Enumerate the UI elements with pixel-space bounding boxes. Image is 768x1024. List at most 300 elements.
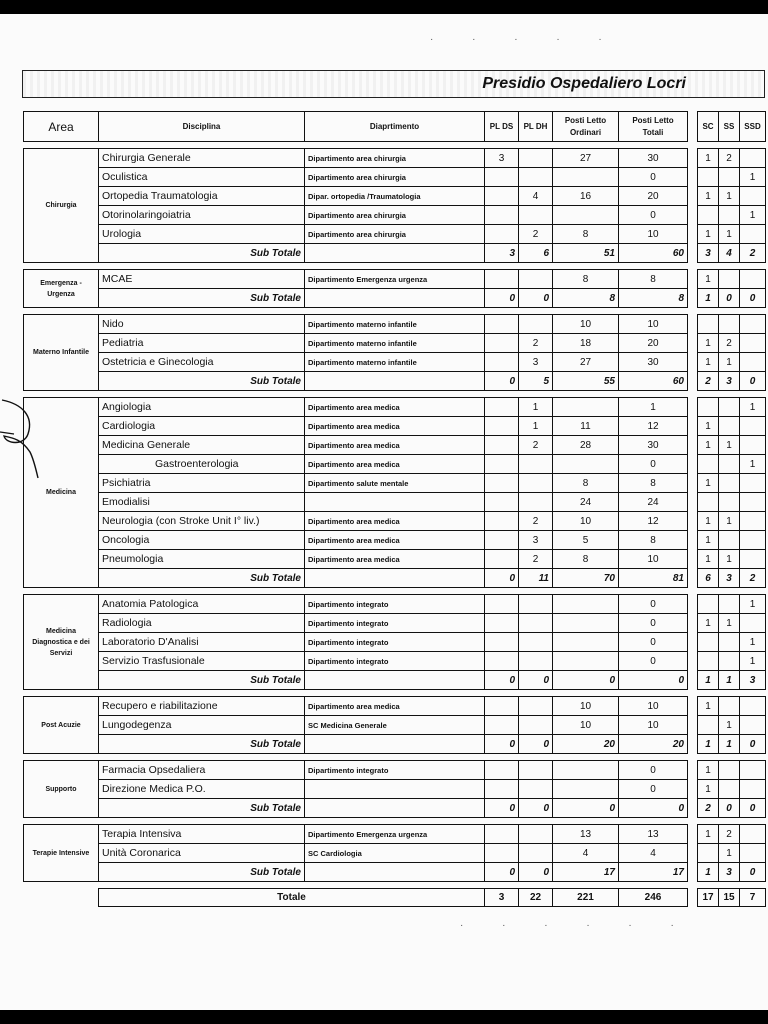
pl-dh-cell: 4 [519, 187, 553, 206]
pl-ds-cell [485, 512, 519, 531]
ss-cell [719, 455, 740, 474]
sc-cell [698, 315, 719, 334]
table-row [24, 270, 688, 289]
ss-cell: 1 [719, 550, 740, 569]
disciplina-cell: Pneumologia [99, 550, 305, 569]
posti-totali-cell: 12 [619, 417, 688, 436]
ssd-cell [740, 149, 766, 168]
posti-ordinari-cell: 8 [553, 550, 619, 569]
empty-cell [305, 289, 485, 308]
table-row [24, 315, 688, 334]
table-row [24, 716, 688, 735]
sc-cell: 1 [698, 512, 719, 531]
pl-dh-cell [519, 206, 553, 225]
table-row [698, 417, 766, 436]
ss-cell: 2 [719, 149, 740, 168]
ss-cell: 2 [719, 825, 740, 844]
sc-cell: 1 [698, 550, 719, 569]
area-cell: Terapie Intensive [24, 825, 99, 882]
table-row [698, 761, 766, 780]
ss-cell [719, 780, 740, 799]
total-ssd: 7 [740, 889, 766, 907]
posti-ordinari-cell: 16 [553, 187, 619, 206]
subtotal-sc: 1 [698, 863, 719, 882]
posti-ordinari-cell: 24 [553, 493, 619, 512]
posti-totali-cell: 0 [619, 761, 688, 780]
section-gap [698, 690, 766, 697]
ss-cell [719, 270, 740, 289]
ss-cell: 1 [719, 716, 740, 735]
ss-cell [719, 398, 740, 417]
posti-ordinari-cell: 8 [553, 474, 619, 493]
pl-ds-cell [485, 614, 519, 633]
table-row [24, 550, 688, 569]
section-gap-row [698, 882, 766, 889]
sc-cell: 1 [698, 474, 719, 493]
pl-dh-cell [519, 474, 553, 493]
posti-totali-cell: 0 [619, 595, 688, 614]
posti-totali-cell: 8 [619, 474, 688, 493]
ssd-cell: 1 [740, 168, 766, 187]
table-row [24, 417, 688, 436]
subtotal-totali: 0 [619, 799, 688, 818]
empty-cell [305, 569, 485, 588]
disciplina-cell: Angiologia [99, 398, 305, 417]
sc-cell [698, 595, 719, 614]
subtotal-ssd: 0 [740, 799, 766, 818]
sc-cell: 1 [698, 270, 719, 289]
posti-totali-cell: 0 [619, 780, 688, 799]
subtotal-sc: 3 [698, 244, 719, 263]
posti-totali-cell: 8 [619, 270, 688, 289]
dipartimento-cell: Dipartimento area medica [305, 512, 485, 531]
disciplina-cell: Chirurgia Generale [99, 149, 305, 168]
dipartimento-cell: Dipartimento materno infantile [305, 353, 485, 372]
table-row [698, 512, 766, 531]
structures-header-row [698, 112, 766, 142]
area-cell: Medicina [24, 398, 99, 588]
ss-cell [719, 761, 740, 780]
dipartimento-cell: Dipartimento area chirurgia [305, 149, 485, 168]
pl-ds-cell [485, 398, 519, 417]
table-row [698, 353, 766, 372]
pl-ds-cell [485, 550, 519, 569]
ssd-cell [740, 353, 766, 372]
totale-label: Totale [99, 889, 485, 907]
subtotal-sc: 1 [698, 289, 719, 308]
posti-ordinari-cell [553, 595, 619, 614]
subtotal-label: Sub Totale [99, 863, 305, 882]
ss-cell: 1 [719, 353, 740, 372]
disciplina-cell: Neurologia (con Stroke Unit I° liv.) [99, 512, 305, 531]
posti-ordinari-cell: 10 [553, 697, 619, 716]
subtotal-sc: 2 [698, 799, 719, 818]
posti-totali-cell: 0 [619, 168, 688, 187]
section-gap-row [698, 588, 766, 595]
ss-cell: 1 [719, 436, 740, 455]
subtotal-ss: 3 [719, 569, 740, 588]
subtotal-row [698, 671, 766, 690]
posti-ordinari-cell [553, 206, 619, 225]
sc-cell [698, 493, 719, 512]
pl-dh-cell: 2 [519, 550, 553, 569]
subtotal-totali: 81 [619, 569, 688, 588]
subtotal-ordinari: 70 [553, 569, 619, 588]
subtotal-label: Sub Totale [99, 671, 305, 690]
posti-ordinari-cell: 13 [553, 825, 619, 844]
pl-dh-cell: 2 [519, 334, 553, 353]
subtotal-totali: 60 [619, 244, 688, 263]
subtotal-label: Sub Totale [99, 244, 305, 263]
dipartimento-cell: Dipartimento materno infantile [305, 315, 485, 334]
disciplina-cell: Pediatria [99, 334, 305, 353]
header-row [24, 112, 688, 142]
ssd-cell [740, 493, 766, 512]
area-cell: Post Acuzie [24, 697, 99, 754]
pl-ds-cell [485, 225, 519, 244]
subtotal-ordinari: 0 [553, 671, 619, 690]
ssd-cell: 1 [740, 652, 766, 671]
subtotal-ssd: 0 [740, 735, 766, 754]
subtotal-pl-dh: 6 [519, 244, 553, 263]
ss-cell [719, 417, 740, 436]
table-row [698, 474, 766, 493]
dipartimento-cell: Dipartimento Emergenza urgenza [305, 270, 485, 289]
disciplina-cell: Laboratorio D'Analisi [99, 633, 305, 652]
ss-cell: 1 [719, 614, 740, 633]
dipartimento-cell: SC Cardiologia [305, 844, 485, 863]
pl-dh-cell [519, 614, 553, 633]
section-gap-row [698, 690, 766, 697]
pl-ds-cell [485, 353, 519, 372]
table-row [698, 652, 766, 671]
ss-cell [719, 493, 740, 512]
section-gap-row [24, 588, 688, 595]
pl-dh-cell [519, 844, 553, 863]
subtotal-pl-ds: 0 [485, 735, 519, 754]
pl-dh-cell: 2 [519, 436, 553, 455]
ss-cell: 1 [719, 844, 740, 863]
subtotal-pl-dh: 0 [519, 289, 553, 308]
header-ss: SS [719, 112, 740, 142]
posti-totali-cell: 30 [619, 353, 688, 372]
disciplina-cell: Medicina Generale [99, 436, 305, 455]
subtotal-label: Sub Totale [99, 569, 305, 588]
dipartimento-cell: Dipartimento area medica [305, 550, 485, 569]
ssd-cell [740, 225, 766, 244]
pl-ds-cell [485, 436, 519, 455]
header-pl-ds: PL DS [485, 112, 519, 142]
subtotal-row [698, 244, 766, 263]
table-row [698, 398, 766, 417]
empty-cell [305, 863, 485, 882]
posti-ordinari-cell: 11 [553, 417, 619, 436]
disciplina-cell: Unità Coronarica [99, 844, 305, 863]
empty-cell [24, 889, 99, 907]
table-row [698, 206, 766, 225]
section-gap-row [698, 142, 766, 149]
sc-cell: 1 [698, 780, 719, 799]
ss-cell [719, 315, 740, 334]
sc-cell [698, 398, 719, 417]
pl-ds-cell [485, 761, 519, 780]
pl-ds-cell [485, 187, 519, 206]
posti-totali-cell: 10 [619, 550, 688, 569]
sc-cell: 1 [698, 353, 719, 372]
table-row [698, 595, 766, 614]
dipartimento-cell: Dipartimento integrato [305, 614, 485, 633]
subtotal-label: Sub Totale [99, 289, 305, 308]
header-ssd: SSD [740, 112, 766, 142]
scan-noise-bottom: · · · · · · [460, 920, 692, 931]
pl-ds-cell [485, 780, 519, 799]
ss-cell [719, 595, 740, 614]
section-gap [698, 391, 766, 398]
ssd-cell [740, 474, 766, 493]
header-sc: SC [698, 112, 719, 142]
posti-totali-cell: 1 [619, 398, 688, 417]
posti-totali-cell: 10 [619, 315, 688, 334]
subtotal-sc: 2 [698, 372, 719, 391]
ssd-cell [740, 550, 766, 569]
subtotal-ssd: 0 [740, 372, 766, 391]
disciplina-cell: Farmacia Opsedaliera [99, 761, 305, 780]
table-row [698, 149, 766, 168]
disciplina-cell: Anatomia Patologica [99, 595, 305, 614]
subtotal-pl-dh: 5 [519, 372, 553, 391]
pl-dh-cell [519, 633, 553, 652]
dipartimento-cell: Dipartimento area medica [305, 697, 485, 716]
pl-dh-cell [519, 315, 553, 334]
subtotal-ssd: 2 [740, 569, 766, 588]
table-row [698, 225, 766, 244]
pl-dh-cell [519, 168, 553, 187]
ssd-cell [740, 844, 766, 863]
table-row [24, 206, 688, 225]
ss-cell [719, 697, 740, 716]
dipartimento-cell: Dipartimento materno infantile [305, 334, 485, 353]
table-row [24, 595, 688, 614]
pl-dh-cell: 2 [519, 225, 553, 244]
subtotal-label: Sub Totale [99, 799, 305, 818]
subtotal-pl-dh: 11 [519, 569, 553, 588]
posti-totali-cell: 20 [619, 187, 688, 206]
posti-totali-cell: 0 [619, 206, 688, 225]
ssd-cell [740, 436, 766, 455]
dipartimento-cell: Dipartimento integrato [305, 761, 485, 780]
sc-cell: 1 [698, 531, 719, 550]
subtotal-pl-ds: 0 [485, 799, 519, 818]
disciplina-cell: Oculistica [99, 168, 305, 187]
table-row [24, 474, 688, 493]
section-gap [24, 818, 688, 825]
posti-totali-cell: 10 [619, 716, 688, 735]
posti-ordinari-cell: 10 [553, 716, 619, 735]
area-cell: Medicina Diagnostica e dei Servizi [24, 595, 99, 690]
dipartimento-cell: Dipartimento area chirurgia [305, 206, 485, 225]
subtotal-pl-dh: 0 [519, 671, 553, 690]
total-ss: 15 [719, 889, 740, 907]
section-gap [24, 690, 688, 697]
ssd-cell [740, 825, 766, 844]
disciplina-cell: Cardiologia [99, 417, 305, 436]
ssd-cell: 1 [740, 595, 766, 614]
subtotal-row [24, 289, 688, 308]
posti-ordinari-cell [553, 780, 619, 799]
pl-ds-cell [485, 652, 519, 671]
subtotal-row [698, 289, 766, 308]
posti-totali-cell: 0 [619, 652, 688, 671]
pl-ds-cell [485, 270, 519, 289]
header-area: Area [24, 112, 99, 142]
dipartimento-cell: Dipartimento integrato [305, 652, 485, 671]
pl-ds-cell [485, 697, 519, 716]
subtotal-totali: 60 [619, 372, 688, 391]
disciplina-cell: Psichiatria [99, 474, 305, 493]
table-row [698, 436, 766, 455]
subtotal-pl-dh: 0 [519, 735, 553, 754]
disciplina-cell: Terapia Intensiva [99, 825, 305, 844]
total-totali: 246 [619, 889, 688, 907]
subtotal-ssd: 2 [740, 244, 766, 263]
pl-dh-cell [519, 652, 553, 671]
table-row [698, 844, 766, 863]
pl-ds-cell [485, 844, 519, 863]
table-row [24, 455, 688, 474]
section-gap [24, 754, 688, 761]
pl-dh-cell [519, 270, 553, 289]
empty-cell [305, 799, 485, 818]
subtotal-row [24, 244, 688, 263]
posti-ordinari-cell [553, 761, 619, 780]
dipartimento-cell: Dipartimento area chirurgia [305, 168, 485, 187]
subtotal-row [24, 671, 688, 690]
ssd-cell: 1 [740, 206, 766, 225]
table-row [698, 168, 766, 187]
posti-totali-cell: 0 [619, 633, 688, 652]
ssd-cell [740, 512, 766, 531]
ssd-cell [740, 697, 766, 716]
subtotal-row [24, 799, 688, 818]
subtotal-ss: 0 [719, 799, 740, 818]
posti-ordinari-cell: 4 [553, 844, 619, 863]
dipartimento-cell [305, 780, 485, 799]
posti-ordinari-cell [553, 455, 619, 474]
sc-cell [698, 206, 719, 225]
posti-totali-cell: 20 [619, 334, 688, 353]
ss-cell [719, 168, 740, 187]
subtotal-row [698, 863, 766, 882]
subtotal-row [24, 863, 688, 882]
pl-dh-cell [519, 595, 553, 614]
pl-dh-cell [519, 493, 553, 512]
posti-totali-cell: 24 [619, 493, 688, 512]
sc-cell: 1 [698, 825, 719, 844]
table-row [698, 334, 766, 353]
pl-ds-cell [485, 206, 519, 225]
dipartimento-cell: Dipartimento Emergenza urgenza [305, 825, 485, 844]
ss-cell: 2 [719, 334, 740, 353]
sc-cell: 1 [698, 436, 719, 455]
table-row [698, 270, 766, 289]
pl-ds-cell [485, 531, 519, 550]
header-pl-dh: PL DH [519, 112, 553, 142]
section-gap-row [24, 142, 688, 149]
section-gap [698, 263, 766, 270]
sc-cell [698, 844, 719, 863]
subtotal-row [698, 372, 766, 391]
table-row [698, 493, 766, 512]
posti-totali-cell: 12 [619, 512, 688, 531]
subtotal-totali: 8 [619, 289, 688, 308]
section-gap [698, 588, 766, 595]
pl-ds-cell: 3 [485, 149, 519, 168]
table-row [698, 633, 766, 652]
sc-cell: 1 [698, 225, 719, 244]
section-gap-row [698, 391, 766, 398]
table-row [24, 493, 688, 512]
empty-cell [305, 244, 485, 263]
dipartimento-cell: Dipartimento area medica [305, 417, 485, 436]
posti-ordinari-cell [553, 168, 619, 187]
sc-cell: 1 [698, 697, 719, 716]
table-row [24, 187, 688, 206]
section-gap [698, 882, 766, 889]
posti-totali-cell: 10 [619, 225, 688, 244]
subtotal-totali: 0 [619, 671, 688, 690]
section-gap-row [24, 690, 688, 697]
pl-ds-cell [485, 417, 519, 436]
subtotal-label: Sub Totale [99, 735, 305, 754]
ss-cell [719, 633, 740, 652]
dipartimento-cell: Dipartimento area medica [305, 455, 485, 474]
section-gap [24, 263, 688, 270]
table-row [24, 334, 688, 353]
table-row [24, 398, 688, 417]
disciplina-cell: Lungodegenza [99, 716, 305, 735]
posti-ordinari-cell: 8 [553, 225, 619, 244]
dipartimento-cell [305, 493, 485, 512]
sc-cell: 1 [698, 614, 719, 633]
ssd-cell [740, 187, 766, 206]
section-gap-row [698, 754, 766, 761]
table-row [698, 187, 766, 206]
subtotal-label: Sub Totale [99, 372, 305, 391]
pl-dh-cell: 1 [519, 417, 553, 436]
sc-cell [698, 455, 719, 474]
pl-dh-cell [519, 761, 553, 780]
subtotal-totali: 17 [619, 863, 688, 882]
dipartimento-cell: Dipartimento area chirurgia [305, 225, 485, 244]
ss-cell [719, 474, 740, 493]
table-row [698, 315, 766, 334]
subtotal-pl-ds: 0 [485, 569, 519, 588]
subtotal-row [698, 569, 766, 588]
subtotal-sc: 1 [698, 735, 719, 754]
table-row [24, 436, 688, 455]
disciplina-cell: Recupero e riabilitazione [99, 697, 305, 716]
pl-ds-cell [485, 474, 519, 493]
posti-ordinari-cell [553, 614, 619, 633]
disciplina-cell: Urologia [99, 225, 305, 244]
page-title: Presidio Ospedaliero Locri [482, 75, 686, 92]
pl-ds-cell [485, 315, 519, 334]
ssd-cell [740, 315, 766, 334]
posti-ordinari-cell: 18 [553, 334, 619, 353]
grand-total-row [698, 889, 766, 907]
section-gap [24, 882, 688, 889]
header-dipartimento: Diaprtimento [305, 112, 485, 142]
